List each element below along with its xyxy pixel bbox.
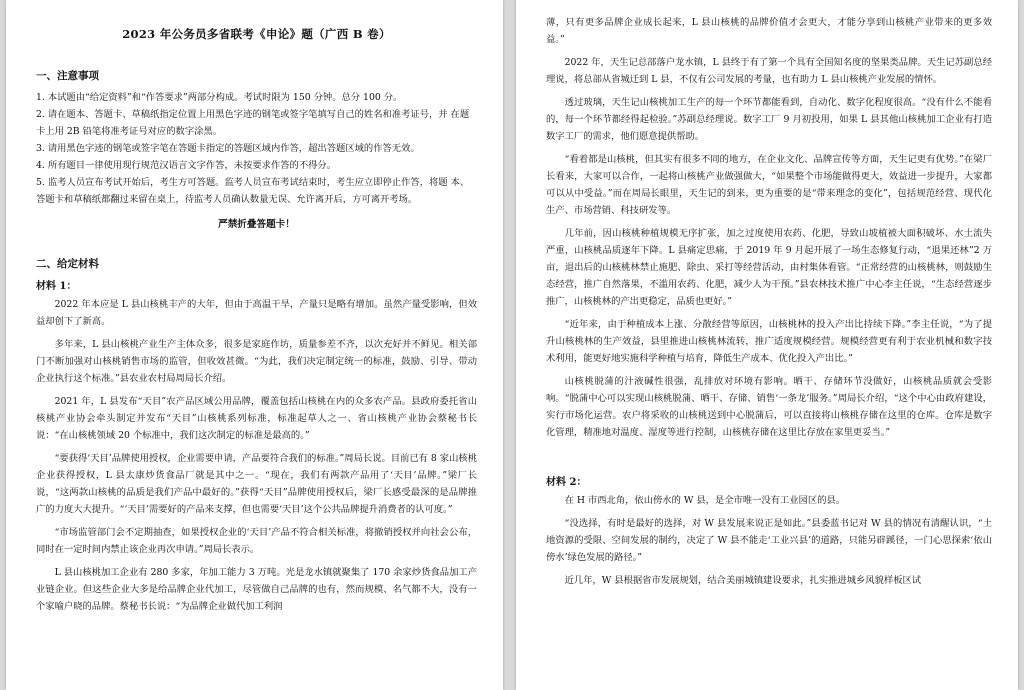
document-title: 2023 年公务员多省联考《申论》题（广西 B 卷） bbox=[122, 27, 391, 41]
material-paragraph: 2022 年本应是 L 县山核桃丰产的大年，但由于高温干旱，产量只是略有增加。虽然产量受影响，但效益却创下了新高。 bbox=[36, 299, 477, 327]
material-paragraph: “近年来，由于种植成本上涨、分散经营等原因，山核桃林的投入产出比持续下降。”李主任说，“为了提升山核桃林的生产效益，县里推进山核桃林流转，推广适度规模经营。规模经营更有利于农业机械和数字技术利用，能更好地实施科学种植与培育，降低生产成本、优化投入产出比。” bbox=[546, 319, 992, 364]
notice-item: 1. 本试题由“给定资料”和“作答要求”两部分构成。考试时限为 150 分钟。总分 100 分。 bbox=[36, 92, 403, 103]
material-paragraph: “看着都是山核桃，但其实有很多不同的地方，在企业文化、品牌宣传等方面，天生记更有优势。”在梁厂长看来，大家可以合作，一起将山核桃产业做强做大，“如果整个市场能做得更大，效益进一步提升，大家都可以从中受益。”而在周局长眼里，天生记的到来，更为重要的是“带来理念的变化”，包括规范经营、现代化生产、市场营销、科技研发等。 bbox=[546, 154, 992, 216]
document-page-right bbox=[516, 0, 1018, 690]
material-paragraph: “要获得‘天目’品牌使用授权，企业需要申请，产品要符合我们的标准。”周局长说。目前已有 8 家山核桃企业获得授权，L 县太康炒货食品厂就是其中之一。“现在，我们有两款产品用了‘天目’品牌。”梁厂长说，“这两款山核桃的品质是我们产品中最好的。”获得“天目”品牌使用授权后，梁厂长感受最深的是品牌推广的力度大大提升。“‘天目’需要好的产品来支撑，但也需要‘天目’这个公共品牌提升消费者的认可度。” bbox=[36, 453, 477, 515]
material-paragraph: 2021 年，L 县发布“天目”农产品区域公用品牌，覆盖包括山核桃在内的众多农产品。县政府委托省山核桃产业协会牵头制定并发布“天目”山核桃系列标准，标准起草人之一、省山核桃产业协会蔡秘书长说：“在山核桃领域 20 个标准中，我们这次制定的标准是最高的。” bbox=[36, 396, 477, 441]
material-paragraph: 在 H 市西北角，依山傍水的 W 县，是全市唯一没有工业园区的县。 bbox=[564, 495, 846, 506]
notice-item: 2. 请在题本、答题卡、草稿纸指定位置上用黑色字迹的钢笔或签字笔填写自己的姓名和准考证号，并 在题卡上用 2B 铅笔将准考证号对应的数字涂黑。 bbox=[36, 109, 470, 137]
material-paragraph: L 县山核桃加工企业有 280 多家，年加工能力 3 万吨。光是龙水镇就聚集了 170 余家炒货食品加工产业链企业。但这些企业大多是给品牌企业代加工，尽管做自己品牌的也有，然而规模、名气都不大，没有一个家喻户晓的品牌。蔡秘书长说：“为品牌企业做代加工利润 bbox=[36, 567, 477, 612]
material-paragraph: 透过玻璃，天生记山核桃加工生产的每一个环节都能看到，自动化、数字化程度很高。“没有什么不能看的，每一个环节都经得起检验。”苏副总经理说。数字工厂 9 月初投用，如果 L 县其他山核桃加工企业有打造数字工厂的需求，他们愿意提供帮助。 bbox=[546, 97, 992, 142]
notice-item: 4. 所有题目一律使用现行规范汉语言文字作答，未按要求作答的不得分。 bbox=[36, 160, 337, 171]
material-paragraph: 多年来，L 县山核桃产业生产主体众多，很多是家庭作坊，质量参差不齐，以次充好并不鲜见。相关部门不断加强对山核桃销售市场的监管，但收效甚微。“为此，我们决定制定统一的标准，鼓励、引导、带动企业执行这个标准。”县农业农村局周局长介绍。 bbox=[36, 339, 477, 384]
document-page-left bbox=[6, 0, 503, 690]
material-paragraph: 近几年，W 县根据省市发展规划，结合美丽城镇建设要求，扎实推进城乡风貌样板区试 bbox=[564, 575, 922, 586]
material-1-label: 材料 1： bbox=[36, 281, 77, 292]
answer-sheet-warning: 严禁折叠答题卡！ bbox=[218, 219, 295, 230]
material-paragraph: 几年前，因山核桃种植规模无序扩张，加之过度使用农药、化肥，导致山坡植被大面积破坏、水土流失严重，山核桃品质逐年下降。L 县痛定思痛，于 2019 年 9 月起开展了一场生态修复行动，“退果还林”2 万亩，退出后的山核桃林禁止施肥、除虫、采打等经营活动，由村集体看管。“正常经营的山核桃林，则鼓励生态经营，推广自然落果，不滥用农药、化肥，减少人为干预。”县农林技术推广中心李主任说，“生态经营逐步推广，山核桃林的产出更稳定，品质也更好。” bbox=[546, 228, 992, 307]
material-paragraph: “市场监管部门会不定期抽查，如果授权企业的‘天目’产品不符合相关标准，将撤销授权并向社会公布，同时在一定时间内禁止该企业再次申请。”周局长表示。 bbox=[36, 527, 477, 555]
material-paragraph: 山核桃脱蒲的汁液碱性很强，乱排放对环境有影响。晒干、存储环节没做好，山核桃品质就会受影响。“脱蒲中心可以实现山核桃脱蒲、晒干、存储、销售‘一条龙’服务。”周局长介绍，“这个中心由政府建设，实行市场化运营。农户将采收的山核桃送到中心脱蒲后，可以直接将山核桃存储在这里的仓库。仓库是数字化管理，精准地对温度、湿度等进行控制，山核桃存储在这里比存放在家里更妥当。” bbox=[546, 376, 992, 438]
notice-item: 5. 监考人员宣布考试开始后，考生方可答题。监考人员宣布考试结束时，考生应立即停止作答，将题 本、答题卡和草稿纸都翻过来留在桌上，待监考人员确认数量无误、允许离开后，方可离开考场。 bbox=[36, 177, 470, 205]
notice-heading: 一、注意事项 bbox=[36, 70, 99, 82]
material-paragraph: 薄，只有更多品牌企业成长起来，L 县山核桃的品牌价值才会更大，才能分享到山核桃产业带来的更多效益。” bbox=[546, 17, 992, 45]
material-paragraph: “没选择，有时是最好的选择，对 W 县发展来说正是如此。”县委蓝书记对 W 县的情况有清醒认识，“土地资源的受限、空间发展的制约，决定了 W 县不能走‘工业兴县’的道路，只能另辟蹊径，一门心思探索‘依山傍水’绿色发展的路径。” bbox=[546, 518, 992, 563]
notice-item: 3. 请用黑色字迹的钢笔或签字笔在答题卡指定的答题区域内作答，超出答题区域的作答无效。 bbox=[36, 143, 420, 154]
material-paragraph: 2022 年，天生记总部落户龙水镇，L 县终于有了第一个具有全国知名度的坚果类品牌。天生记苏副总经理说，将总部从省城迁到 L 县，不仅有公司发展的考量，也有助力 L 县山核桃产业发展的情怀。 bbox=[546, 57, 992, 85]
material-2-label: 材料 2： bbox=[546, 477, 587, 488]
materials-heading: 二、给定材料 bbox=[36, 258, 99, 270]
